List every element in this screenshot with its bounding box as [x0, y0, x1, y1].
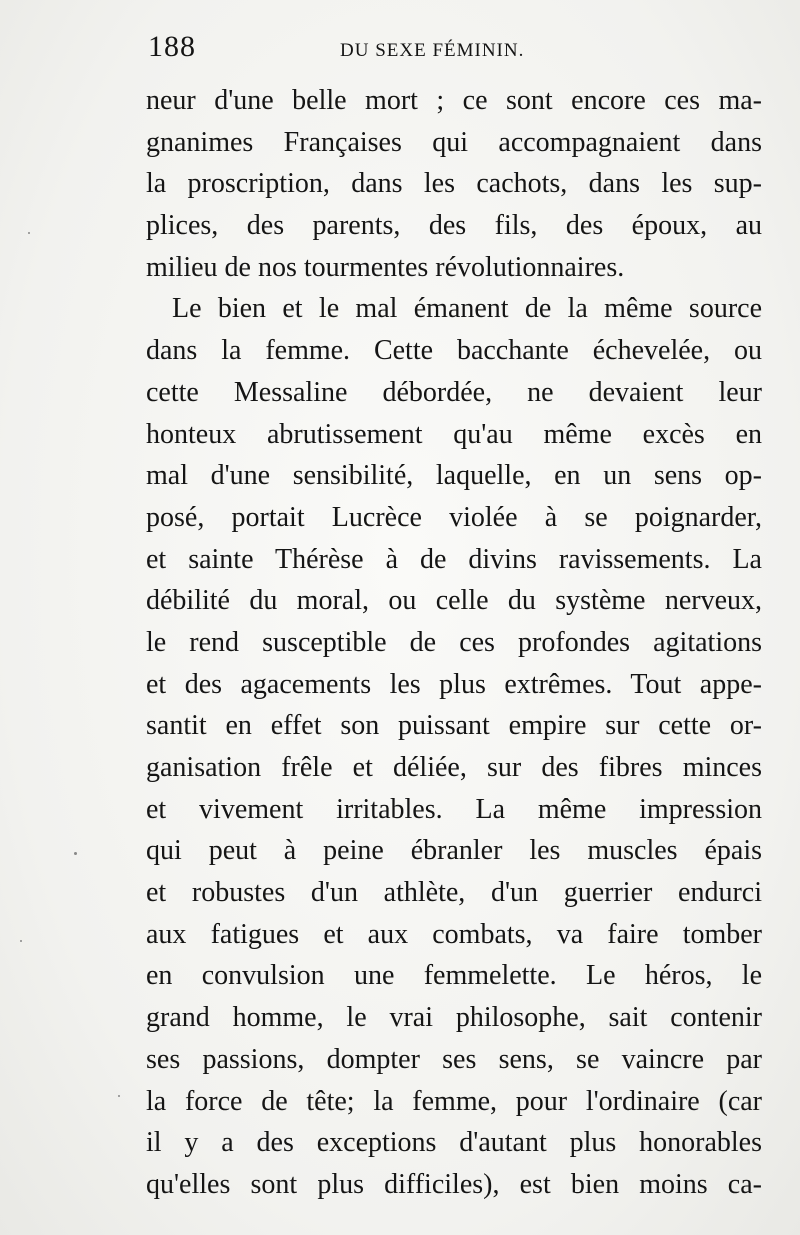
- text-line: et des agacements les plus extrêmes. Tout appe-: [146, 668, 762, 700]
- text-line: la proscription, dans les cachots, dans les sup-: [146, 168, 762, 200]
- text-line: qu'elles sont plus difficiles), est bien moins ca-: [146, 1168, 762, 1200]
- text-line: débilité du moral, ou celle du système nerveux,: [146, 585, 762, 617]
- text-line: honteux abrutissement qu'au même excès en: [146, 418, 762, 450]
- text-line: grand homme, le vrai philosophe, sait contenir: [146, 1002, 762, 1034]
- text-line: la force de tête; la femme, pour l'ordinaire (car: [146, 1085, 762, 1117]
- text-line: et robustes d'un athlète, d'un guerrier endurci: [146, 877, 762, 909]
- text-line: aux fatigues et aux combats, va faire tomber: [146, 918, 762, 950]
- running-title: DU SEXE FÉMININ.: [340, 40, 525, 61]
- text-line: ses passions, dompter ses sens, se vaincre par: [146, 1043, 762, 1075]
- text-line: ganisation frêle et déliée, sur des fibres minces: [146, 752, 762, 783]
- body-text: [146, 80, 762, 1206]
- text-line: qui peut à peine ébranler les muscles épais: [146, 835, 762, 867]
- running-head: [148, 30, 760, 70]
- text-line: plices, des parents, des fils, des époux, au: [146, 210, 762, 242]
- text-line: et vivement irritables. La même impression: [146, 793, 762, 825]
- text-line: milieu de nos tourmentes révolutionnaires.: [146, 251, 625, 283]
- text-line: et sainte Thérèse à de divins ravissements. La: [146, 543, 762, 575]
- text-line: posé, portait Lucrèce violée à se poignarder,: [146, 501, 762, 533]
- page-number: 188: [148, 30, 196, 63]
- paper-speck: [118, 1095, 120, 1097]
- text-line: mal d'une sensibilité, laquelle, en un sens op-: [146, 460, 762, 492]
- text-line: gnanimes Françaises qui accompagnaient dans: [146, 126, 762, 158]
- text-line: dans la femme. Cette bacchante échevelée, ou: [146, 335, 762, 367]
- text-line: neur d'une belle mort ; ce sont encore ces ma-: [146, 85, 762, 116]
- text-line: cette Messaline débordée, ne devaient leur: [146, 376, 762, 408]
- text-line: en convulsion une femmelette. Le héros, le: [146, 960, 762, 992]
- paper-speck: [28, 232, 30, 234]
- text-line: il y a des exceptions d'autant plus honorables: [146, 1127, 762, 1159]
- text-line: santit en effet son puissant empire sur cette or-: [146, 710, 762, 742]
- paper-speck: [20, 940, 22, 942]
- text-line: le rend susceptible de ces profondes agitations: [146, 626, 762, 658]
- paper-speck: [74, 852, 77, 855]
- paragraph-start-line: Le bien et le mal émanent de la même source: [172, 293, 762, 325]
